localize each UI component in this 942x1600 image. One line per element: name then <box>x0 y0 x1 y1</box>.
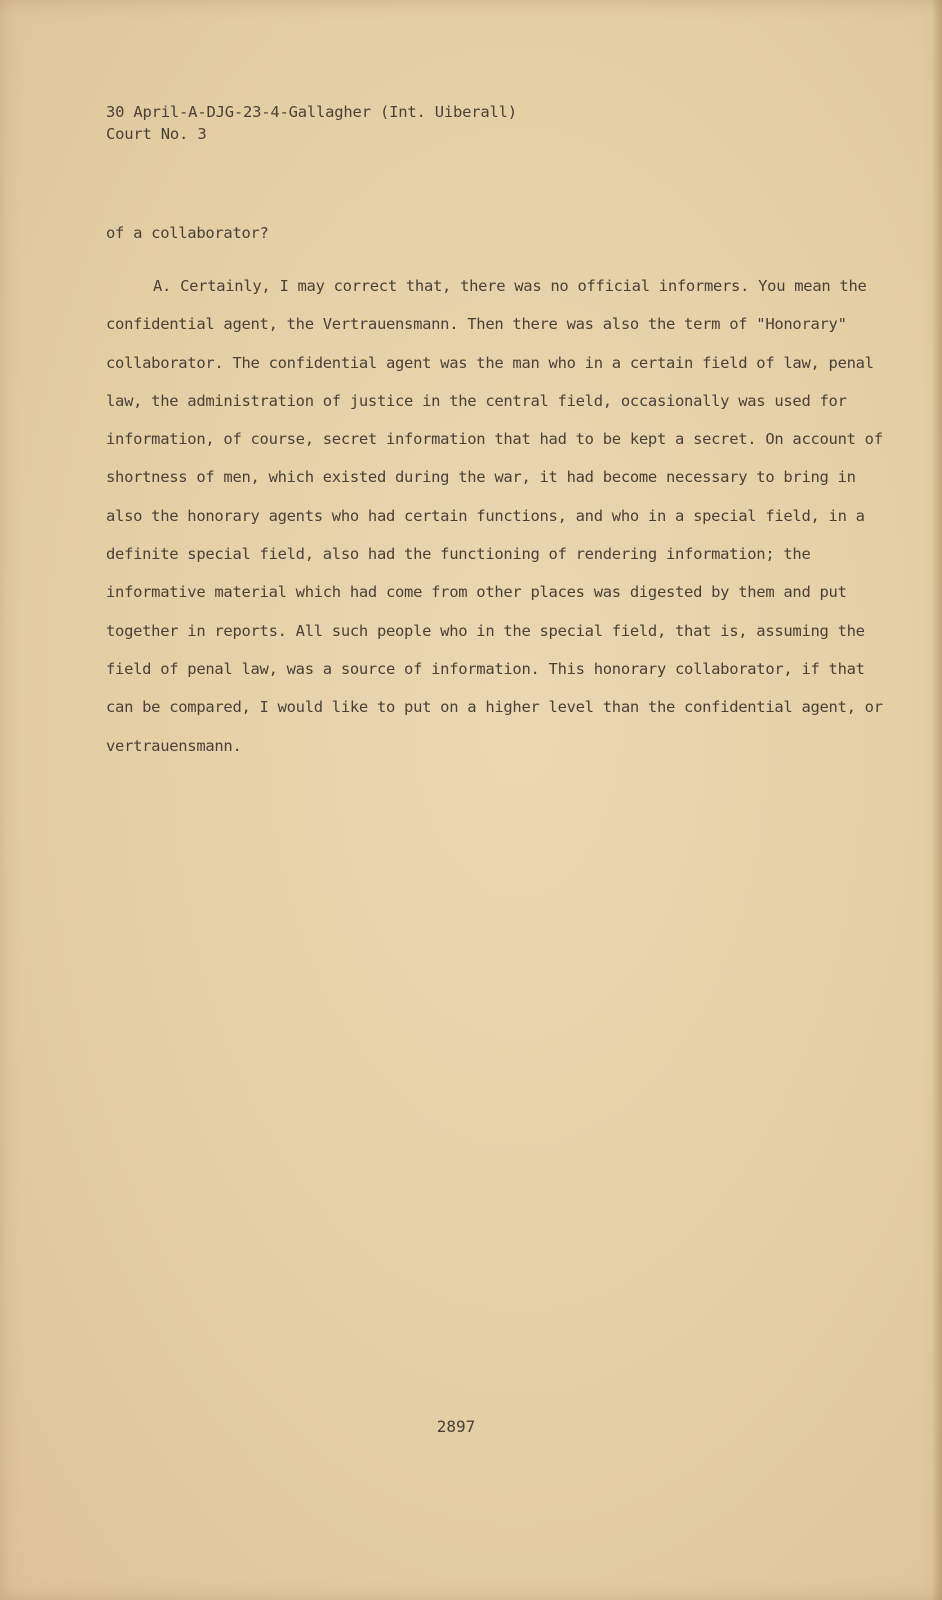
header-line-court: Court No. 3 <box>106 125 207 143</box>
header-line-date-reference: 30 April-A-DJG-23-4-Gallagher (Int. Uiberall) <box>106 103 517 121</box>
document-header <box>106 101 517 145</box>
answer-paragraph: A. Certainly, I may correct that, there was no official informers. You mean the confidential agent, the Vertrauensmann. Then there was also the term of "Honorary" collaborator. The confidential agent was the man who in a certain field of law, penal law, the administration of justice in the central field, occasionally was used for information, of course, secret information that had to be kept a secret. On account of shortness of men, which existed during the war, it had become necessary to bring in also the honorary agents who had certain functions, and who in a special field, in a definite special field, also had the functioning of rendering information; the informative material which had come from other places was digested by them and put together in reports. All such people who in the special field, that is, assuming the field of penal law, was a source of information. This honorary collaborator, if that can be compared, I would like to put on a higher level than the confidential agent, or vertrauensmann. <box>106 277 883 755</box>
page-edge-shadow <box>932 0 942 1600</box>
opening-line: of a collaborator? <box>106 224 269 242</box>
document-body <box>106 222 886 765</box>
page-number: 2897 <box>436 1417 476 1436</box>
